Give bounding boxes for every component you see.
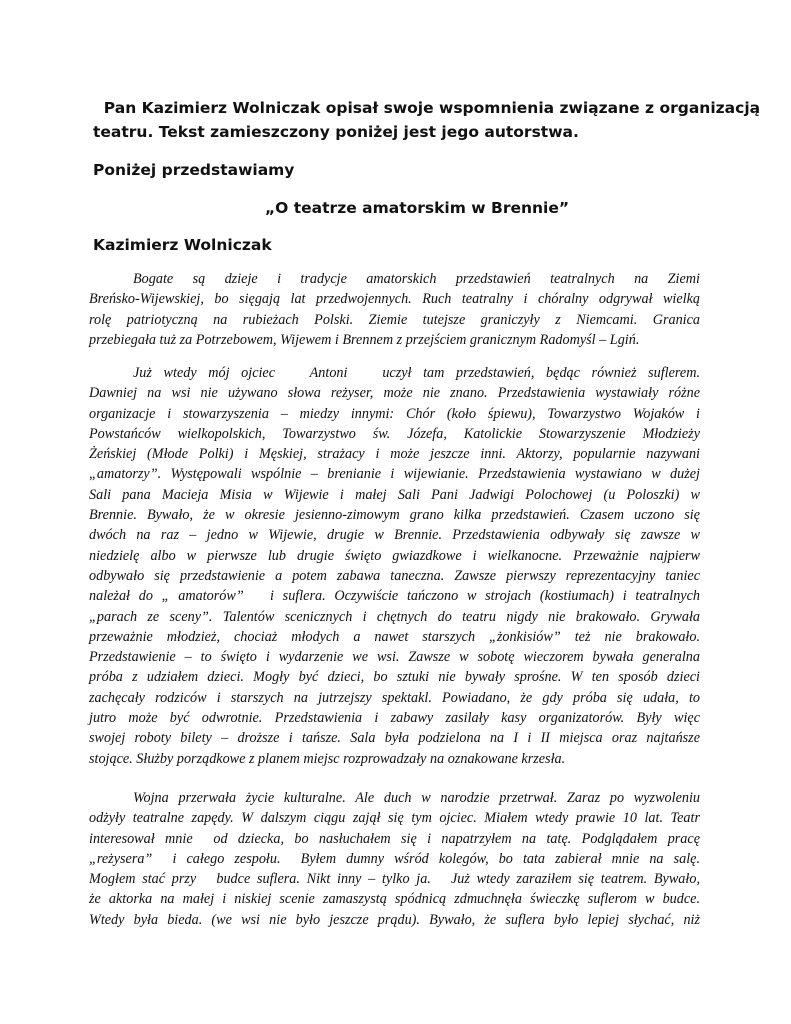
paragraph-line: dwóch na raz – jedno w Wijewie, drugie w Brennie. Przedstawienia odbywały się zawsze w (89, 527, 700, 544)
paragraph-2 (89, 363, 700, 769)
paragraph-line: Powstańców wielkopolskich, Towarzystwo św. Józefa, Katolickie Stowarzyszenie Młodzieży (89, 425, 700, 442)
paragraph-line: przebiegała tuż za Potrzebowem, Wijewem i Brennem z przejściem granicznym Radomyśl – Lgiń. (89, 331, 640, 348)
paragraph-line: organizacje i stowarzyszenia – miedzy innymi: Chór (koło śpiewu), Towarzystwo Wojaków i (89, 405, 700, 422)
paragraph-line: przeważnie młodzież, chociaż młodych a nawet starszych „żonkisiów” też nie brakowało. (89, 628, 700, 645)
document-title: „O teatrze amatorskim w Brennie” (265, 199, 570, 217)
paragraph-line: próba z udziałem dzieci. Mogły być dzieci, bo sztuki nie bywały sprośne. W ten sposób dzieci (89, 669, 700, 686)
paragraph-line: zachęcały rodziców i starszych na jutrzejszy spektakl. Powiadano, że gdy próba się udała, to (89, 689, 700, 706)
paragraph-line: „reżysera” i całego zespołu. Byłem dumny wśród kolegów, bo tata zabierał mnie na salę. (89, 850, 700, 867)
paragraph-line: jutro może być odwrotnie. Przedstawienia i zabawy zasilały kasy organizatorów. Były więc (89, 710, 700, 727)
paragraph-line: rolę patriotyczną na rubieżach Polski. Ziemie tutejsze graniczyły z Niemcami. Granica (89, 311, 700, 328)
subheading: Poniżej przedstawiamy (93, 161, 295, 179)
paragraph-line: niedzielę albo w pierwsze lub drugie święto gwiazdkowe i wielkanocne. Przeważnie najpierw (89, 547, 700, 564)
intro-line-1: Pan Kazimierz Wolniczak opisał swoje wspomnienia związane z organizacją (93, 99, 761, 117)
paragraph-line: Mogłem stać przy budce suflera. Nikt inny – tylko ja. Już wtedy zaraziłem się teatrem. Bywało, (89, 871, 700, 888)
paragraph-line: odżyły teatralne zapędy. W dalszym ciągu zajął się tym ojciec. Miałem wtedy prawie 10 lat. Teatr (89, 810, 700, 827)
paragraph-line: Breńsko-Wijewskiej, bo sięgają lat przedwojennych. Ruch teatralny i chóralny odgrywał wielką (89, 291, 700, 308)
paragraph-line: Dawniej na wsi nie używano słowa reżyser, może nie znano. Przedstawienia wystawiały różne (89, 385, 700, 402)
paragraph-line: interesował mnie od dziecka, bo nasłuchałem się i napatrzyłem na tatę. Podglądałem pracę (89, 830, 700, 847)
intro-line-2: teatru. Tekst zamieszczony poniżej jest jego autorstwa. (93, 123, 579, 141)
paragraph-1 (89, 269, 700, 350)
paragraph-line: należał do „ amatorów” i suflera. Oczywiście tańczono w strojach (kostiumach) i teatralnych (89, 588, 700, 605)
intro-heading (93, 96, 760, 144)
paragraph-line: odbywało się przedstawienie a potem zabawa taneczna. Zawsze pierwszy reprezentacyjny taniec (89, 567, 700, 584)
paragraph-line: że aktorka na małej i niskiej scenie zamaszystą spódnicą zdmuchnęła świeczkę suflerom w budce. (89, 891, 700, 908)
paragraph-line: Bogate są dzieje i tradycje amatorskich przedstawień teatralnych na Ziemi (133, 271, 700, 287)
paragraph-line: Brennie. Bywało, że w okresie jesienno-zimowym grano kilka przedstawień. Czasem uczono się (89, 507, 700, 524)
paragraph-line: Żeńskiej (Młode Polki) i Męskiej, strażacy i może jeszcze inni. Aktorzy, popularnie nazywani (89, 446, 700, 463)
paragraph-line: „parach ze sceny”. Talentów scenicznych i chętnych do teatru nigdy nie brakowało. Grywała (89, 608, 700, 625)
paragraph-line: Przedstawienie – to święto i wydarzenie we wsi. Zawsze w sobotę wieczorem bywała generalna (89, 649, 700, 666)
paragraph-line: Sali pana Macieja Misia w Wijewie i małej Sali Pani Jadwigi Polochowej (u Poloszki) w (89, 486, 700, 503)
author-name: Kazimierz Wolniczak (93, 236, 272, 254)
paragraph-line: stojące. Służby porządkowe z planem miejsc rozprowadzały na oznakowane krzesła. (89, 750, 566, 767)
paragraph-3 (89, 788, 700, 930)
paragraph-line: „amatorzy”. Występowali wspólnie – brenianie i wijewianie. Przedstawienia wystawiano w dużej (89, 466, 700, 483)
paragraph-line: swojej roboty bilety – droższe i tańsze. Sala była podzielona na I i II miejsca oraz najtańsze (89, 730, 700, 747)
paragraph-line: Wtedy była bieda. (we wsi nie było jeszcze prądu). Bywało, że suflera było lepiej słychać, niż (89, 911, 700, 928)
paragraph-line: Wojna przerwała życie kulturalne. Ale duch w narodzie przetrwał. Zaraz po wyzwoleniu (133, 790, 700, 806)
paragraph-line: Już wtedy mój ojciec Antoni uczył tam przedstawień, będąc również suflerem. (133, 365, 700, 381)
